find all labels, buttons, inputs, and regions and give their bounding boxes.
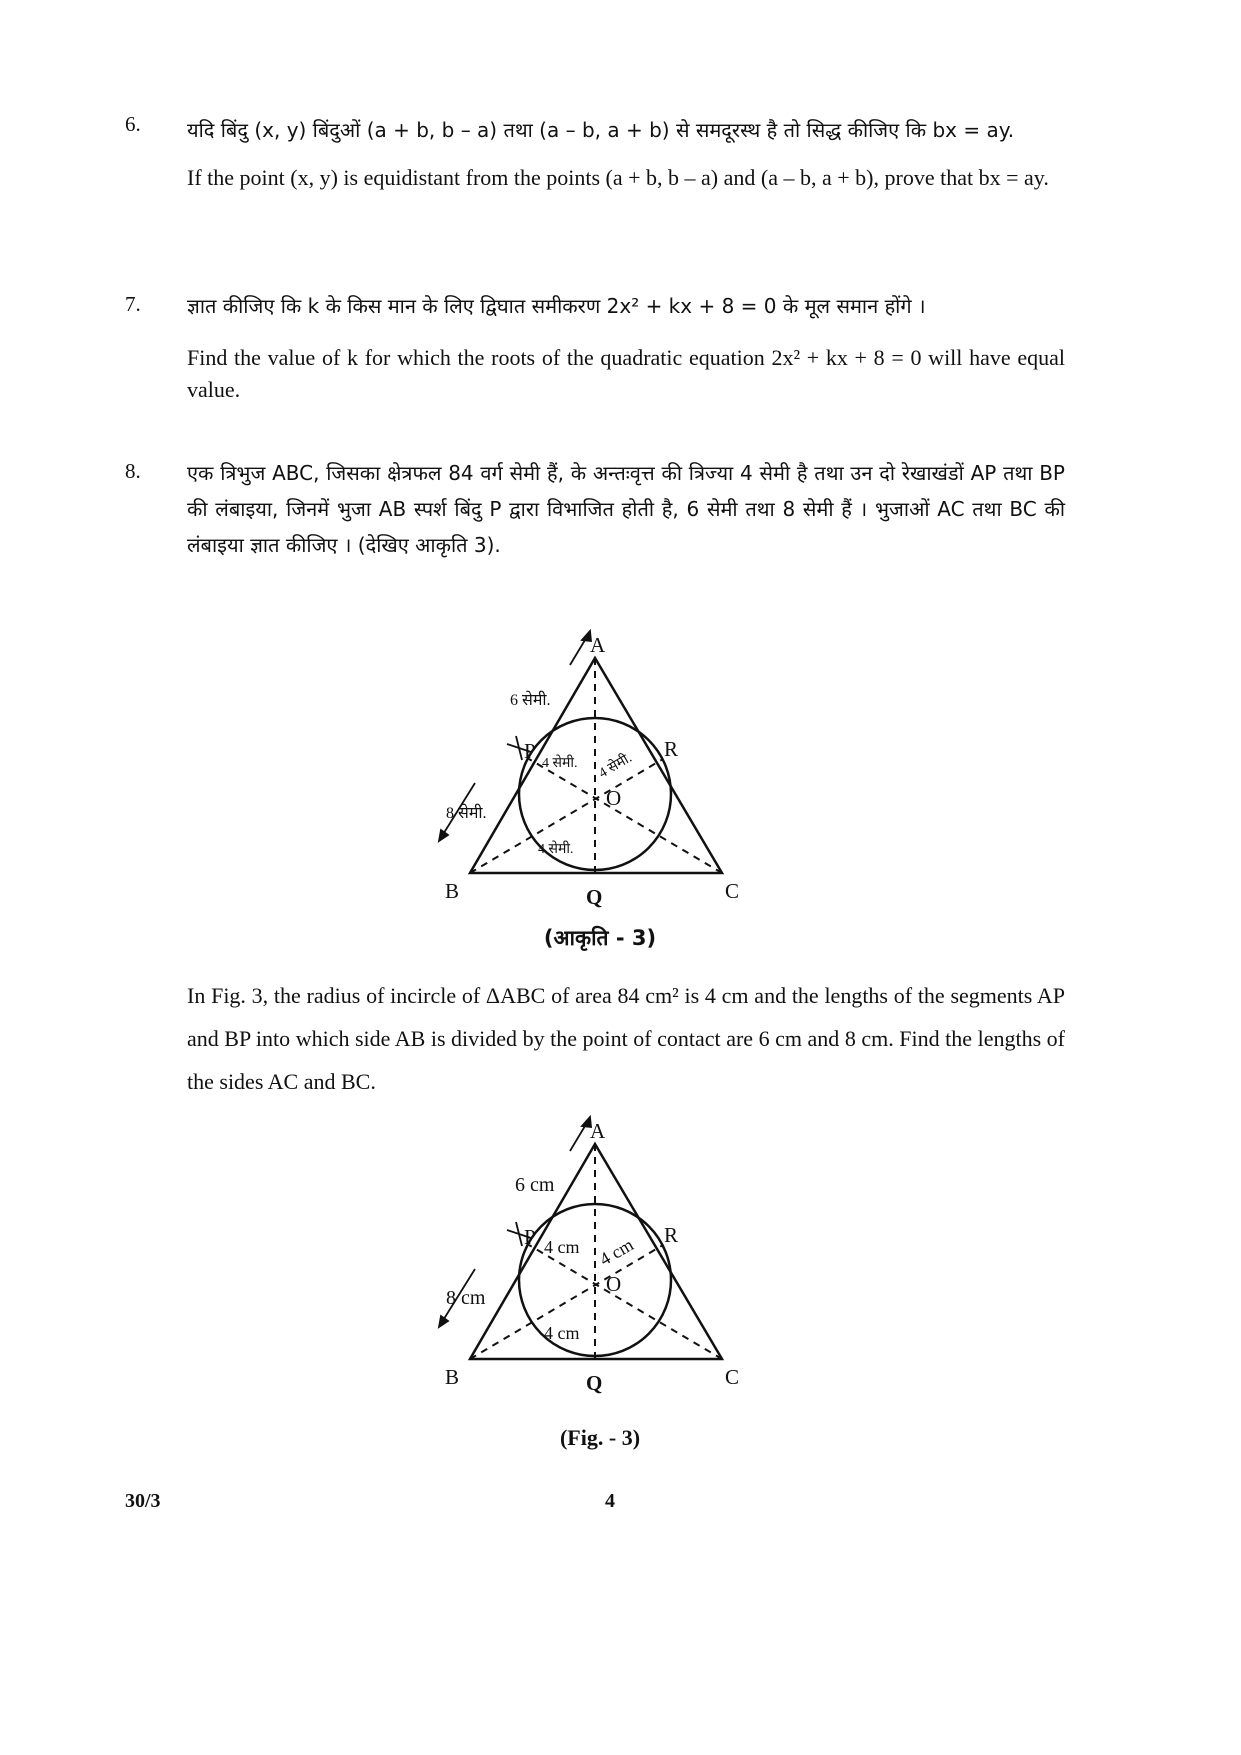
question-text-english: If the point (x, y) is equidistant from the points (a + b, b – a) and (a – b, a + b), prove that bx = ay. <box>187 165 1049 190</box>
question-7 <box>125 288 1065 406</box>
radius-oq-label: 4 cm <box>544 1323 580 1343</box>
question-text-english: In Fig. 3, the radius of incircle of ΔABC of area 84 cm² is 4 cm and the lengths of the segments AP and BP into which side AB is divided by the point of contact are 6 cm and 8 cm. Find the lengths of the sides AC and BC. <box>187 983 1065 1094</box>
question-text-hindi: यदि बिंदु (x, y) बिंदुओं (a + b, b – a) तथा (a – b, a + b) से समदूरस्थ है तो सिद्ध कीजिए कि bx = ay. <box>187 118 1015 142</box>
point-o-label: O <box>606 1272 622 1296</box>
point-p-label: P <box>524 739 536 763</box>
radius-or-label: 4 सेमी. <box>596 750 635 782</box>
point-a-label: A <box>590 633 606 657</box>
point-r-label: R <box>664 1223 679 1247</box>
question-6 <box>125 112 1065 194</box>
question-8 <box>125 455 1065 563</box>
radius-op-label: 4 cm <box>544 1237 580 1257</box>
arrow-down-head <box>439 830 448 841</box>
radius-oq-label: 4 सेमी. <box>538 842 574 857</box>
point-c-label: C <box>725 1365 740 1389</box>
page-number: 4 <box>605 1490 615 1512</box>
arrow-down-head <box>439 1316 448 1327</box>
question-text-hindi: एक त्रिभुज ABC, जिसका क्षेत्रफल 84 वर्ग सेमी हैं, के अन्तःवृत्त की त्रिज्या 4 सेमी है तथा उन दो रेखाखंडों AP तथा BP की लंबाइया, जिनमें भुजा AB स्पर्श बिंदु P द्वारा विभाजित होती है, 6 सेमी तथा 8 सेमी हैं । भुजाओं AC तथा BC की लंबाइया ज्ञात कीजिए । (देखिए आकृति 3). <box>187 461 1065 557</box>
incircle-triangle-diagram <box>420 1114 780 1404</box>
segment-bp-label: 8 सेमी. <box>446 805 487 822</box>
point-b-label: B <box>445 1365 460 1389</box>
figure-english <box>420 1114 780 1408</box>
point-q-label: Q <box>586 1371 603 1395</box>
question-8-english <box>125 974 1065 1103</box>
point-o-label: O <box>606 786 622 810</box>
point-q-label: Q <box>586 885 603 909</box>
segment-ap-label: 6 cm <box>515 1174 555 1196</box>
question-number: 7. <box>125 292 141 316</box>
question-text-english: Find the value of k for which the roots of the quadratic equation 2x² + kx + 8 = 0 will have equal value. <box>187 345 1065 402</box>
question-number: 8. <box>125 459 141 483</box>
figure-caption-hindi: (आकृति - 3) <box>543 926 657 950</box>
paper-code: 30/3 <box>125 1490 161 1512</box>
incircle-triangle-diagram <box>420 628 780 918</box>
segment-bp-label: 8 cm <box>446 1287 486 1309</box>
figure-caption-english: (Fig. - 3) <box>559 1425 641 1450</box>
point-b-label: B <box>445 879 460 903</box>
figure-hindi <box>420 628 780 922</box>
point-p-label: P <box>524 1225 536 1249</box>
point-a-label: A <box>590 1119 606 1143</box>
point-c-label: C <box>725 879 740 903</box>
radius-op-label: 4 सेमी. <box>542 756 578 771</box>
segment-ap-label: 6 सेमी. <box>510 692 551 709</box>
question-text-hindi: ज्ञात कीजिए कि k के किस मान के लिए द्विघात समीकरण 2x² + kx + 8 = 0 के मूल समान होंगे । <box>187 294 926 318</box>
point-r-label: R <box>664 737 679 761</box>
radius-or-label: 4 cm <box>596 1234 637 1270</box>
question-number: 6. <box>125 112 141 136</box>
